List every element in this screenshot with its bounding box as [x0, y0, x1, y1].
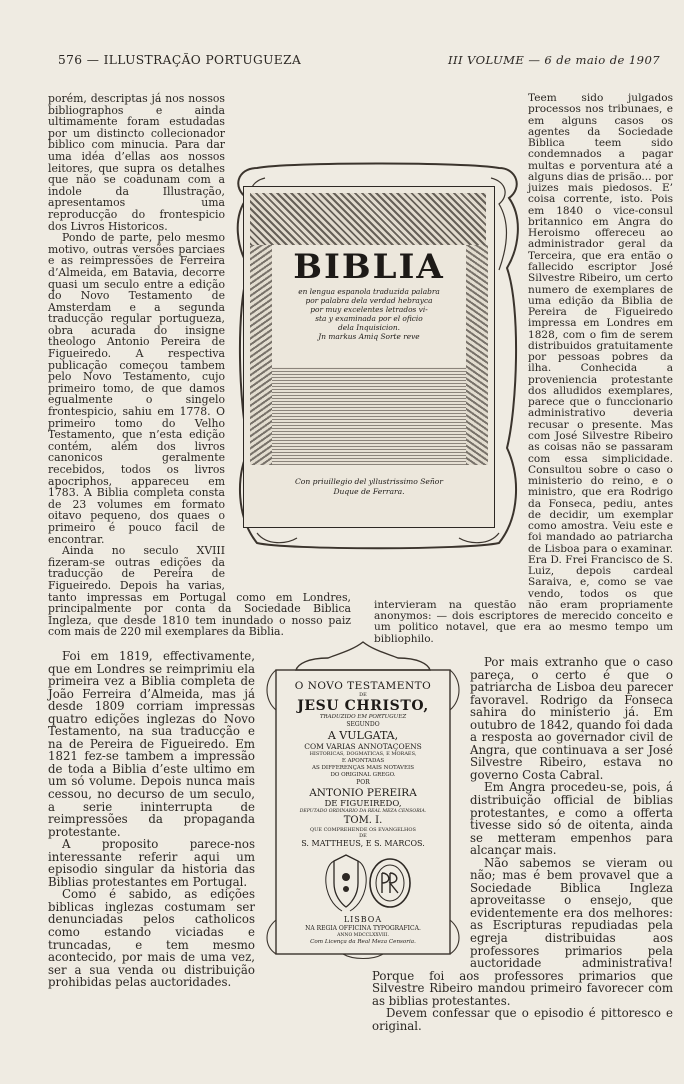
running-header	[58, 53, 660, 69]
nt-line: DE	[359, 833, 367, 839]
nt-line: COM VARIAS ANNOTAÇOENS	[304, 742, 422, 751]
nt-line: SEGUNDO	[346, 721, 380, 728]
paragraph: Não sabemos se vieram ou não; mas é bem provavel que a Sociedade Biblica Ingleza aproveitasse o ensejo, que evidentemente era dos melhores: as Escripturas repudiadas pela egreja distribuidas aos professores primarios pela auctoridade administrativa! Porque foi aos professores primarios que Silvestre Ribeiro mandou primeiro favorecer com as biblias protestantes.	[372, 855, 673, 1008]
nt-line: TOM. I.	[343, 815, 383, 826]
float-spacer-fig1-right	[374, 131, 528, 599]
nt-line: TRADUZIDO EM PORTUGUEZ	[319, 714, 407, 720]
header-right: III VOLUME — 6 de maio de 1907	[447, 53, 660, 67]
nt-line: HISTORICAS, DOGMATICAS, E MORAES,	[309, 751, 417, 757]
nt-line: QUE COMPREHENDE OS EVANGELHOS	[310, 827, 416, 833]
biblia-line: por palabra dela verdad hebrayca	[305, 296, 433, 305]
nt-imprint-line: NA REGIA OFFICINA TYPOGRAFICA.	[305, 925, 421, 932]
biblia-line: por muy excelentes letrados vi-	[310, 305, 428, 314]
paragraph: Teem sido julgados processos nos tribunaes, e em alguns casos os agentes da Sociedade Biblica teem sido condemnados a pagar multas e porventura até a alguns dias de prisão... por juizes mais piedosos. E’ coisa corrente, isto. Pois em 1840 o vice-consul britannico em Angra do Heroismo offereceu ao administrador geral da Terceira, que era então o fallecido escriptor José Silvestre Ribeiro, um certo numero de exemplares de uma edição da Biblia de Pereira de Figueiredo impressa em Londres em 1828, com o fim de serem distribuidos gratuitamente por pessoas pobres da ilha. Conhecida a proveniencia protestante dos alludidos exemplares, parece que o funccionario administrativo deveria recusar o presente. Mas com José Silvestre Ribeiro as coisas não se passaram com essa simplicidade. Consultou sobre o caso o ministerio do reino, e o ministro, que era Rodrigo da Fonseca, pediu, antes de decidir, um exemplar como amostra. Veiu este e foi mandado ao patriarcha de Lisboa para o examinar. Era D. Frei Francisco de S. Luiz, depois cardeal Saraiva, e, como se vae vendo, todos os que intervieram na questão não eram propriamente anonymos: — dois escriptores de merecido conceito e um politico notavel, que era ao mesmo tempo um bibliophilo.	[374, 92, 673, 645]
paragraph: Em Angra procedeu-se, pois, á distribuição official de biblias protestantes, e como a offerta tivesse sido só de oitenta, ainda se metteram empenhos para alcançar mais.	[470, 780, 673, 858]
nt-line: A VULGATA,	[327, 729, 399, 742]
nt-imprint-line: LISBOA	[343, 915, 383, 924]
float-spacer-fig2	[255, 650, 351, 972]
paragraph: Devem confessar que o episodio é pittoresco e original.	[372, 1006, 673, 1033]
biblia-colophon-line: Con priuillegio del yllustrissimo Señor	[295, 477, 443, 486]
biblia-line: Jn markus Amiq Sorte reve	[318, 332, 420, 341]
float-spacer-fig1	[225, 93, 351, 581]
paragraph: Por mais extranho que o caso pareça, o certo é que o patriarcha de Lisboa deu parecer favoravel. Rodrigo da Fonseca sahira do ministerio já. Em outubro de 1842, quando foi dada a resposta ao governador civil de Angra, que continuava a ser José Silvestre Ribeiro, estava no governo Costa Cabral.	[470, 655, 673, 782]
biblia-line: en lengua espanola traduzida palabra	[298, 287, 440, 296]
column-right	[374, 93, 673, 645]
nt-line: DE	[359, 692, 367, 698]
paragraph: Como é sabido, as edições biblicas inglezas costumam ser denunciadas pelos catholicos como estando viciadas e truncadas, e tem mesmo acontecido, por mais de uma vez, ser a sua venda ou distribuição prohibidas pelas auctoridades.	[48, 887, 255, 990]
nt-line: DE FIGUEIREDO,	[324, 799, 402, 809]
paragraph: porém, descriptas já nos nossos bibliographos e ainda ultimamente foram estudadas por um distincto collecionador biblico com minucia. Para dar uma idéa d’ellas aos nossos leitores, que supra os detalhes que não se coadunam com a indole da Illustração, apresentamos uma reproducção do frontespicio dos Livros Historicos.	[48, 92, 225, 233]
float-spacer-fig2-right	[372, 656, 470, 966]
nt-line: AS DIFFERENÇAS MAIS NOTAVEIS	[312, 765, 414, 771]
nt-line: DEPUTADO ORDINARIO DA REAL MEZA CENSORIA.	[299, 809, 427, 814]
nt-imprint-line: ANNO MDCCLXXVIII.	[337, 933, 389, 938]
nt-line: POR	[356, 779, 370, 786]
biblia-colophon-line: Duque de Ferrara.	[333, 487, 405, 496]
nt-line: ANTONIO PEREIRA	[309, 787, 417, 799]
column-left-lower	[48, 650, 351, 989]
column-right-lower	[372, 656, 673, 1032]
paragraph: Foi em 1819, effectivamente, que em Londres se reimprimiu ela primeira vez a Biblia completa de João Ferreira d’Almeida, mas já desde 1809 corriam impressas quatro edições inglezas do Novo Testamento, na sua traducção e na de Pereira de Figueiredo. Em 1821 fez-se tambem a impressão de toda a Biblia d’este ultimo em um só volume. Depois nunca mais cessou, no decurso de um seculo, a serie ininterrupta de reimpressões da propaganda protestante.	[48, 649, 255, 839]
biblia-title: BIBLIA	[293, 247, 445, 287]
nt-line: DO ORIGINAL GREGO.	[330, 772, 396, 778]
nt-imprint-line: Com Licença da Real Meza Censoria.	[310, 939, 416, 945]
biblia-line: dela Inquisicion.	[338, 323, 400, 332]
nt-line: E APONTADAS	[341, 758, 385, 764]
nt-line: S. MATTHEUS, E S. MARCOS.	[301, 839, 425, 848]
nt-line: JESU CHRISTO,	[297, 698, 429, 714]
header-left: 576 — ILLUSTRAÇÃO PORTUGUEZA	[58, 53, 302, 67]
paragraph: Ainda no seculo XVIII fizeram-se outras edições da traducção de Pereira de Figueiredo. Depois ha varias, tanto impressas em Portugal como em Londres, principalmente por conta da Sociedade Biblica Ingleza, que desde 1810 tem inundado o nosso paiz com mais de 220 mil exemplares da Biblia.	[48, 544, 351, 639]
paragraph: A proposito parece-nos interessante referir aqui um episodio singular da historia das Biblias protestantes em Portugal.	[48, 837, 255, 889]
nt-line: O NOVO TESTAMENTO	[294, 680, 432, 692]
paragraph: Pondo de parte, pelo mesmo motivo, outras versões parciaes e as reimpressões de Ferreira d’Almeida, em Batavia, decorre quasi um seculo entre a edição do Novo Testamento de Amsterdam e a segunda traducção regular portugueza, obra acurada do insigne theologo Antonio Pereira de Figueiredo. A respectiva publicação começou tambem pelo Novo Testamento, cujo primeiro tomo, de que damos egualmente o singelo frontespicio, sahiu em 1778. O primeiro tomo do Velho Testamento, que n’esta edição contém, além dos livros canonicos geralmente recebidos, todos os livros apocriphos, appareceu em 1783. A Biblia completa consta de 23 volumes em formato oitavo pequeno, dos quaes o primeiro é pouco facil de encontrar.	[48, 231, 225, 546]
biblia-line: sta y examinada por el oficio	[315, 314, 423, 323]
column-left	[48, 93, 351, 638]
